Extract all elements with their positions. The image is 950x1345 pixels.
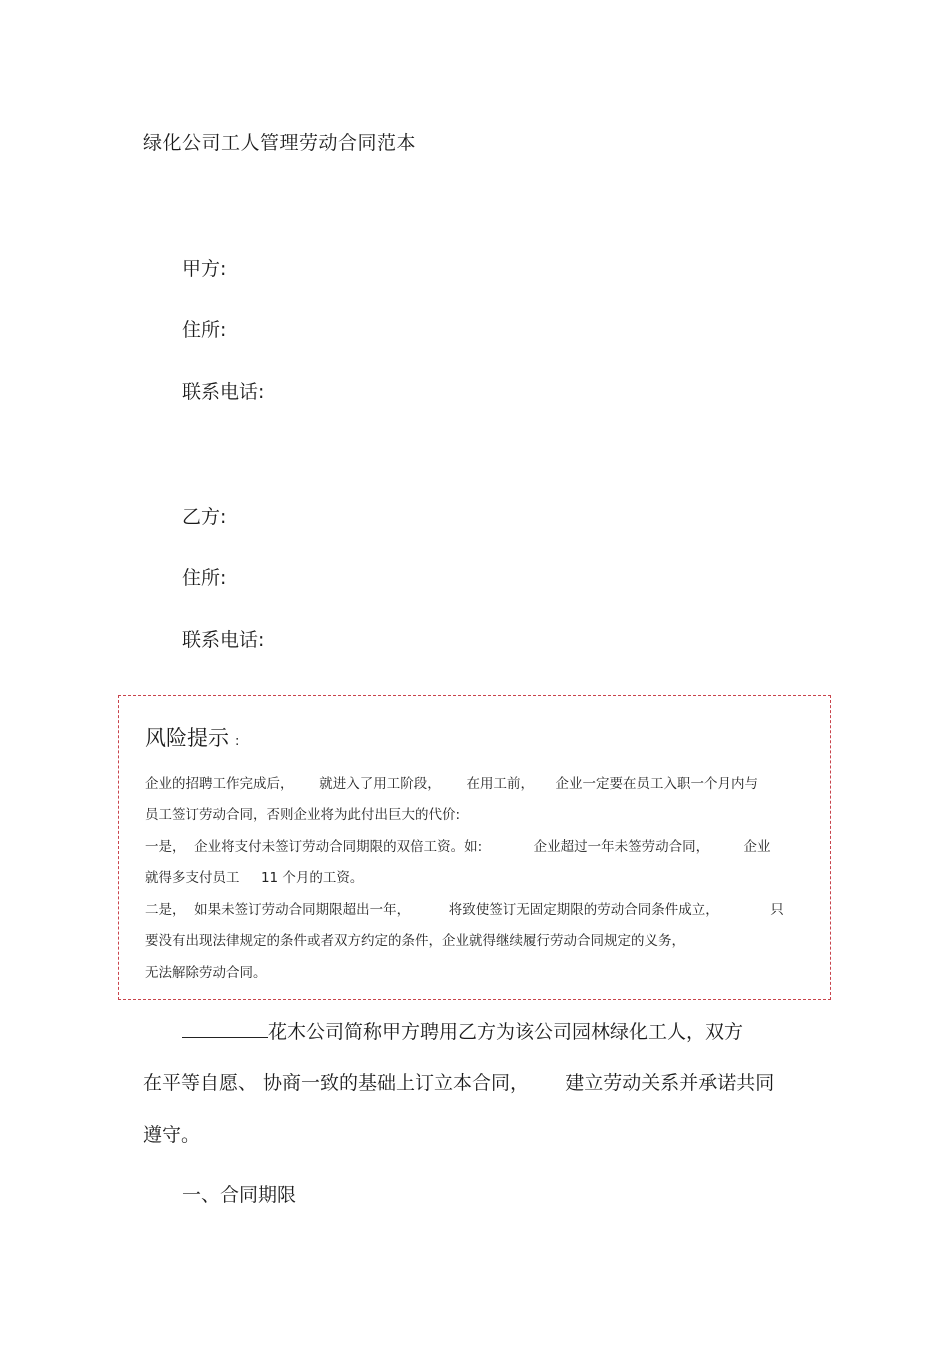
risk-notice-title-text: 风险提示	[145, 726, 229, 750]
party-a-name-label: 甲方:	[182, 258, 227, 280]
party-b-address-label: 住所:	[182, 567, 227, 589]
body-paragraph-line-3: 遵守。	[143, 1124, 201, 1146]
company-name-blank	[182, 1019, 268, 1038]
body-paragraph-line-2: 在平等自愿、 协商一致的基础上订立本合同， 建立劳动关系并承诺共同	[143, 1072, 775, 1094]
document-title: 绿化公司工人管理劳动合同范本	[143, 132, 417, 154]
risk-notice-line: 要没有出现法律规定的条件或者双方约定的条件，企业就得继续履行劳动合同规定的义务，	[145, 933, 685, 949]
party-a-address-label: 住所:	[182, 319, 227, 341]
risk-notice-title	[145, 722, 239, 752]
risk-notice-line: 二是， 如果未签订劳动合同期限超出一年， 将致使签订无固定期限的劳动合同条件成立， 只	[145, 902, 784, 918]
party-b-phone-label: 联系电话:	[182, 629, 265, 651]
body-paragraph-line-1	[182, 1017, 743, 1044]
risk-notice-line: 就得多支付员工 11 个月的工资。	[145, 870, 364, 886]
section-heading-contract-term: 一、合同期限	[182, 1184, 297, 1206]
risk-notice-line: 无法解除劳动合同。	[145, 965, 267, 981]
body-line-1-text: 花木公司简称甲方聘用乙方为该公司园林绿化工人，双方	[268, 1021, 744, 1043]
risk-notice-box	[118, 695, 831, 1000]
party-a-phone-label: 联系电话:	[182, 381, 265, 403]
risk-notice-title-colon: :	[235, 734, 240, 749]
party-b-name-label: 乙方:	[182, 506, 227, 528]
risk-notice-line: 员工签订劳动合同，否则企业将为此付出巨大的代价:	[145, 807, 461, 823]
risk-notice-line: 企业的招聘工作完成后， 就进入了用工阶段， 在用工前， 企业一定要在员工入职一个月内与	[145, 776, 758, 792]
risk-notice-line: 一是， 企业将支付未签订劳动合同期限的双倍工资。如: 企业超过一年未签劳动合同， 企业	[145, 839, 771, 855]
